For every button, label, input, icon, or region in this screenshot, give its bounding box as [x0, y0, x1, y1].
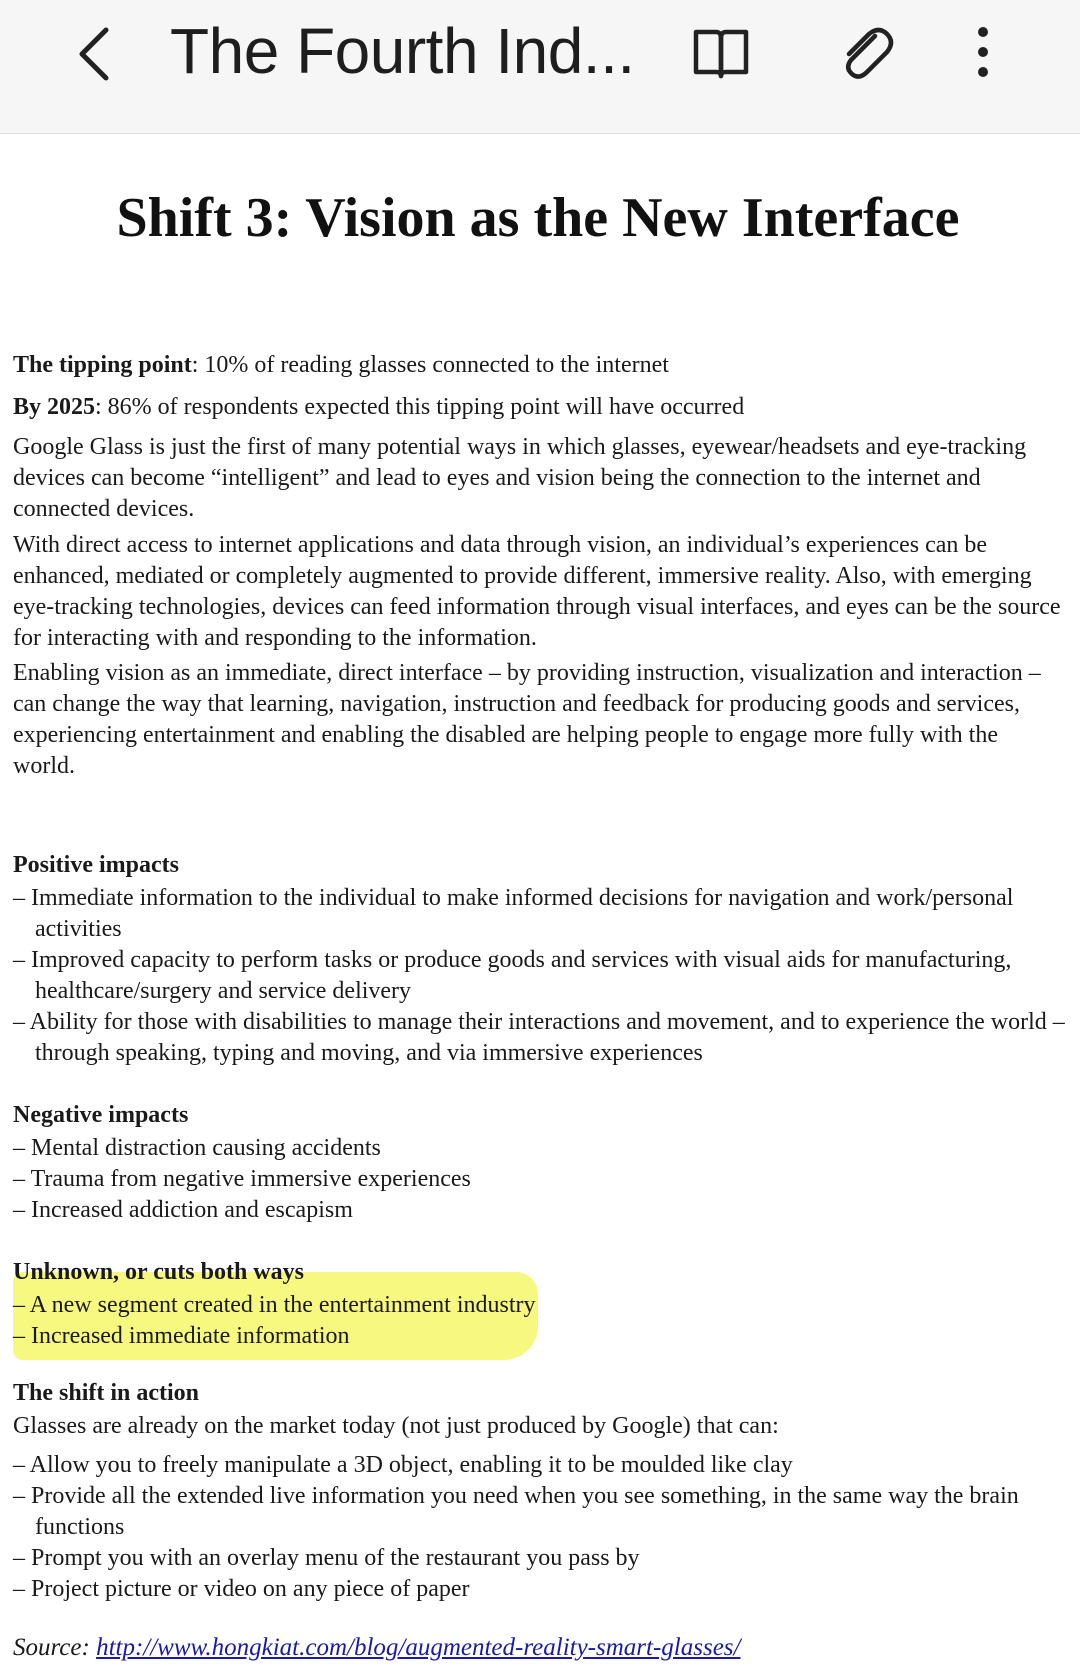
- list-item: – A new segment created in the entertainment industry: [13, 1292, 536, 1318]
- list-item: – Improved capacity to perform tasks or produce goods and services with visual aids for manufacturing, healthcare/surgery and service delivery: [13, 947, 1012, 1004]
- source-link[interactable]: http://www.hongkiat.com/blog/augmented-reality-smart-glasses/: [96, 1634, 741, 1661]
- list-item: – Trauma from negative immersive experiences: [13, 1166, 471, 1192]
- positive-impacts-section: [13, 850, 1065, 1069]
- list-item: – Increased addiction and escapism: [13, 1197, 353, 1223]
- book-icon[interactable]: [692, 26, 750, 82]
- list-item: – Immediate information to the individual to make informed decisions for navigation and work/personal activities: [13, 885, 1014, 942]
- positive-impacts-title: Positive impacts: [13, 852, 179, 878]
- tipping-point-text: : 10% of reading glasses connected to the internet: [191, 352, 669, 378]
- negative-impacts-title: Negative impacts: [13, 1102, 189, 1128]
- shift-in-action-title: The shift in action: [13, 1380, 200, 1406]
- negative-impacts-section: [13, 1100, 1065, 1226]
- shift-in-action-section: [13, 1378, 1065, 1605]
- paperclip-icon[interactable]: [835, 22, 895, 84]
- list-item: – Increased immediate information: [13, 1323, 350, 1349]
- by-2025-text: : 86% of respondents expected this tipping point will have occurred: [95, 394, 745, 420]
- paragraph-enabling-vision: Enabling vision as an immediate, direct interface – by providing instruction, visualization and interaction – can change the way that learning, navigation, instruction and feedback for producing goods and services, experiencing entertainment and enabling the disabled are helping people to engage more fully with the world.: [13, 660, 1041, 779]
- list-item: – Ability for those with disabilities to manage their interactions and movement, and to experience the world – through speaking, typing and moving, and via immersive experiences: [13, 1009, 1065, 1066]
- list-item: – Provide all the extended live information you need when you see something, in the same way the brain functions: [13, 1483, 1019, 1540]
- paragraph-direct-access: With direct access to internet applications and data through vision, an individual’s experiences can be enhanced, mediated or completely augmented to provide different, immersive reality. Also, with emerging eye-tracking technologies, devices can feed information through visual interfaces, and eyes can be the source for interacting with and responding to the information.: [13, 532, 1061, 651]
- shift-in-action-intro: Glasses are already on the market today (not just produced by Google) that can:: [13, 1413, 779, 1439]
- source-line: [13, 1634, 740, 1662]
- source-label: Source:: [13, 1634, 97, 1661]
- unknown-impacts-title: Unknown, or cuts both ways: [13, 1259, 304, 1285]
- document-title: The Fourth Ind...: [170, 15, 635, 87]
- list-item: – Mental distraction causing accidents: [13, 1135, 381, 1161]
- list-item: – Project picture or video on any piece of paper: [13, 1576, 470, 1602]
- by-2025-line: [13, 392, 1065, 423]
- list-item: – Prompt you with an overlay menu of the restaurant you pass by: [13, 1545, 640, 1571]
- list-item: – Allow you to freely manipulate a 3D object, enabling it to be moulded like clay: [13, 1452, 793, 1478]
- app-bar: [0, 0, 1080, 134]
- unknown-impacts-section: [13, 1257, 1065, 1352]
- by-2025-label: By 2025: [13, 394, 96, 420]
- back-chevron-icon[interactable]: [70, 24, 120, 84]
- paragraph-google-glass: Google Glass is just the first of many potential ways in which glasses, eyewear/headsets and eye-tracking devices can become “intelligent” and lead to eyes and vision being the connection to the internet and connected devices.: [13, 434, 1027, 522]
- tipping-point-line: [13, 350, 1065, 381]
- tipping-point-label: The tipping point: [13, 352, 192, 378]
- page-heading: Shift 3: Vision as the New Interface: [116, 187, 960, 249]
- more-vert-icon[interactable]: [968, 24, 998, 84]
